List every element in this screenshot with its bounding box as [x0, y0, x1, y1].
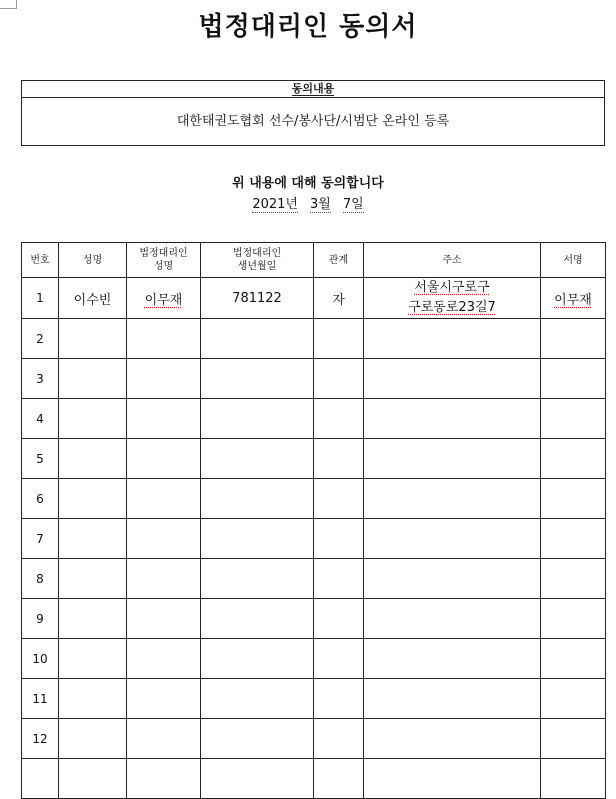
- cell-no: 5: [22, 439, 59, 479]
- header-guardian-birth-line1: 법정대리인: [232, 248, 282, 259]
- cell-address[interactable]: [364, 679, 541, 719]
- cell-no: 11: [22, 679, 59, 719]
- date-month: 3월: [309, 197, 331, 212]
- document-title: 법정대리인 동의서: [198, 12, 418, 42]
- table-row: [22, 519, 606, 559]
- cell-no: 6: [22, 479, 59, 519]
- header-guardian-birth-line2: 생년월일: [237, 261, 277, 272]
- cell-signature[interactable]: [541, 519, 606, 559]
- cell-signature[interactable]: [541, 439, 606, 479]
- cell-guardian-birth[interactable]: [201, 319, 314, 359]
- cell-signature[interactable]: [541, 359, 606, 399]
- cell-name[interactable]: [59, 599, 127, 639]
- cell-signature[interactable]: [541, 599, 606, 639]
- cell-relation[interactable]: [314, 599, 364, 639]
- header-address: 주소: [364, 243, 541, 278]
- cell-guardian-birth[interactable]: [201, 399, 314, 439]
- cell-guardian-birth: 781122: [201, 278, 314, 319]
- cell-guardian-name[interactable]: [127, 439, 201, 479]
- table-row: [22, 399, 606, 439]
- signature-value: 이무재: [554, 292, 592, 308]
- header-name: 성명: [59, 243, 127, 278]
- cell-signature[interactable]: [541, 639, 606, 679]
- table-row: [22, 319, 606, 359]
- cell-relation[interactable]: [314, 359, 364, 399]
- cell-relation[interactable]: [314, 559, 364, 599]
- table-row: [22, 679, 606, 719]
- cell-no: 2: [22, 319, 59, 359]
- cell-guardian-name[interactable]: [127, 479, 201, 519]
- cell-address[interactable]: [364, 319, 541, 359]
- cell-relation: 자: [314, 278, 364, 319]
- cell-guardian-birth[interactable]: [201, 519, 314, 559]
- cell-relation[interactable]: [314, 479, 364, 519]
- table-row: [22, 759, 606, 799]
- header-relation: 관계: [314, 243, 364, 278]
- cell-signature[interactable]: [541, 679, 606, 719]
- cell-name[interactable]: [59, 359, 127, 399]
- cell-empty: [59, 759, 127, 799]
- cell-guardian-birth[interactable]: [201, 479, 314, 519]
- cell-empty: [201, 759, 314, 799]
- cell-no: 3: [22, 359, 59, 399]
- table-row: [22, 559, 606, 599]
- table-row: [22, 278, 606, 319]
- cell-guardian-name[interactable]: [127, 599, 201, 639]
- address-line2: 구로동로23길7: [408, 300, 496, 315]
- cell-name: 이수빈: [59, 278, 127, 319]
- cell-relation[interactable]: [314, 519, 364, 559]
- consent-box: [21, 80, 605, 146]
- cell-address[interactable]: [364, 519, 541, 559]
- cell-no: 4: [22, 399, 59, 439]
- header-guardian-name-line1: 법정대리인: [139, 248, 188, 259]
- cell-empty: [541, 759, 606, 799]
- cell-no: 12: [22, 719, 59, 759]
- date-day: 7일: [342, 197, 364, 212]
- cell-name[interactable]: [59, 639, 127, 679]
- cell-relation[interactable]: [314, 319, 364, 359]
- table-row: [22, 479, 606, 519]
- cell-address[interactable]: [364, 599, 541, 639]
- cell-address[interactable]: [364, 479, 541, 519]
- cell-no: 9: [22, 599, 59, 639]
- table-row: [22, 719, 606, 759]
- date-line: [0, 193, 616, 212]
- guardian-name-value: 이무재: [144, 292, 183, 308]
- header-no: 번호: [22, 243, 59, 278]
- cell-empty: [22, 759, 59, 799]
- cell-name[interactable]: [59, 439, 127, 479]
- cell-empty: [127, 759, 201, 799]
- cell-signature: [541, 278, 606, 319]
- cell-no: 1: [22, 278, 59, 319]
- cell-address[interactable]: [364, 639, 541, 679]
- cell-relation[interactable]: [314, 399, 364, 439]
- cell-empty: [314, 759, 364, 799]
- cell-name[interactable]: [59, 399, 127, 439]
- header-signature: 서명: [541, 243, 606, 278]
- cell-guardian-name[interactable]: [127, 719, 201, 759]
- cell-relation[interactable]: [314, 679, 364, 719]
- cell-guardian-name[interactable]: [127, 639, 201, 679]
- address-line1: 서울시구로구: [414, 280, 490, 295]
- cell-guardian-name: [127, 278, 201, 319]
- cell-guardian-name[interactable]: [127, 519, 201, 559]
- date-year: 2021년: [252, 197, 298, 212]
- cell-empty: [364, 759, 541, 799]
- header-guardian-name: [127, 243, 201, 278]
- cell-name[interactable]: [59, 559, 127, 599]
- cell-guardian-birth[interactable]: [201, 599, 314, 639]
- cell-address[interactable]: [364, 719, 541, 759]
- cell-name[interactable]: [59, 319, 127, 359]
- table-header-row: [22, 243, 606, 278]
- consent-body: 대한태권도협회 선수/봉사단/시범단 온라인 등록: [176, 114, 450, 129]
- cell-guardian-birth[interactable]: [201, 359, 314, 399]
- cell-signature[interactable]: [541, 719, 606, 759]
- cell-no: 10: [22, 639, 59, 679]
- table-row: [22, 359, 606, 399]
- cell-guardian-name[interactable]: [127, 399, 201, 439]
- table-row: [22, 599, 606, 639]
- cell-name[interactable]: [59, 519, 127, 559]
- cell-no: 8: [22, 559, 59, 599]
- header-guardian-birth: [201, 243, 314, 278]
- table-row: [22, 439, 606, 479]
- cell-guardian-name[interactable]: [127, 359, 201, 399]
- cell-guardian-name[interactable]: [127, 559, 201, 599]
- cell-address[interactable]: [364, 399, 541, 439]
- cell-signature[interactable]: [541, 479, 606, 519]
- cell-relation[interactable]: [314, 719, 364, 759]
- cell-address[interactable]: [364, 359, 541, 399]
- cell-guardian-name[interactable]: [127, 679, 201, 719]
- cell-signature[interactable]: [541, 559, 606, 599]
- header-guardian-name-line2: 성명: [153, 261, 174, 272]
- cell-signature[interactable]: [541, 399, 606, 439]
- cell-address[interactable]: [364, 559, 541, 599]
- cell-relation[interactable]: [314, 639, 364, 679]
- cell-guardian-name[interactable]: [127, 319, 201, 359]
- cell-name[interactable]: [59, 479, 127, 519]
- cell-signature[interactable]: [541, 319, 606, 359]
- consent-header-label: 동의내용: [291, 82, 335, 95]
- guardian-consent-table: [21, 242, 606, 799]
- cell-address[interactable]: [364, 439, 541, 479]
- cell-name[interactable]: [59, 679, 127, 719]
- cell-relation[interactable]: [314, 439, 364, 479]
- cell-address: [364, 278, 541, 319]
- table-row: [22, 639, 606, 679]
- cell-guardian-birth[interactable]: [201, 679, 314, 719]
- cell-guardian-birth[interactable]: [201, 439, 314, 479]
- cell-guardian-birth[interactable]: [201, 719, 314, 759]
- agree-statement: 위 내용에 대해 동의합니다: [232, 176, 384, 191]
- cell-no: 7: [22, 519, 59, 559]
- cell-guardian-birth[interactable]: [201, 639, 314, 679]
- cell-guardian-birth[interactable]: [201, 559, 314, 599]
- consent-header: [22, 81, 604, 98]
- cell-name[interactable]: [59, 719, 127, 759]
